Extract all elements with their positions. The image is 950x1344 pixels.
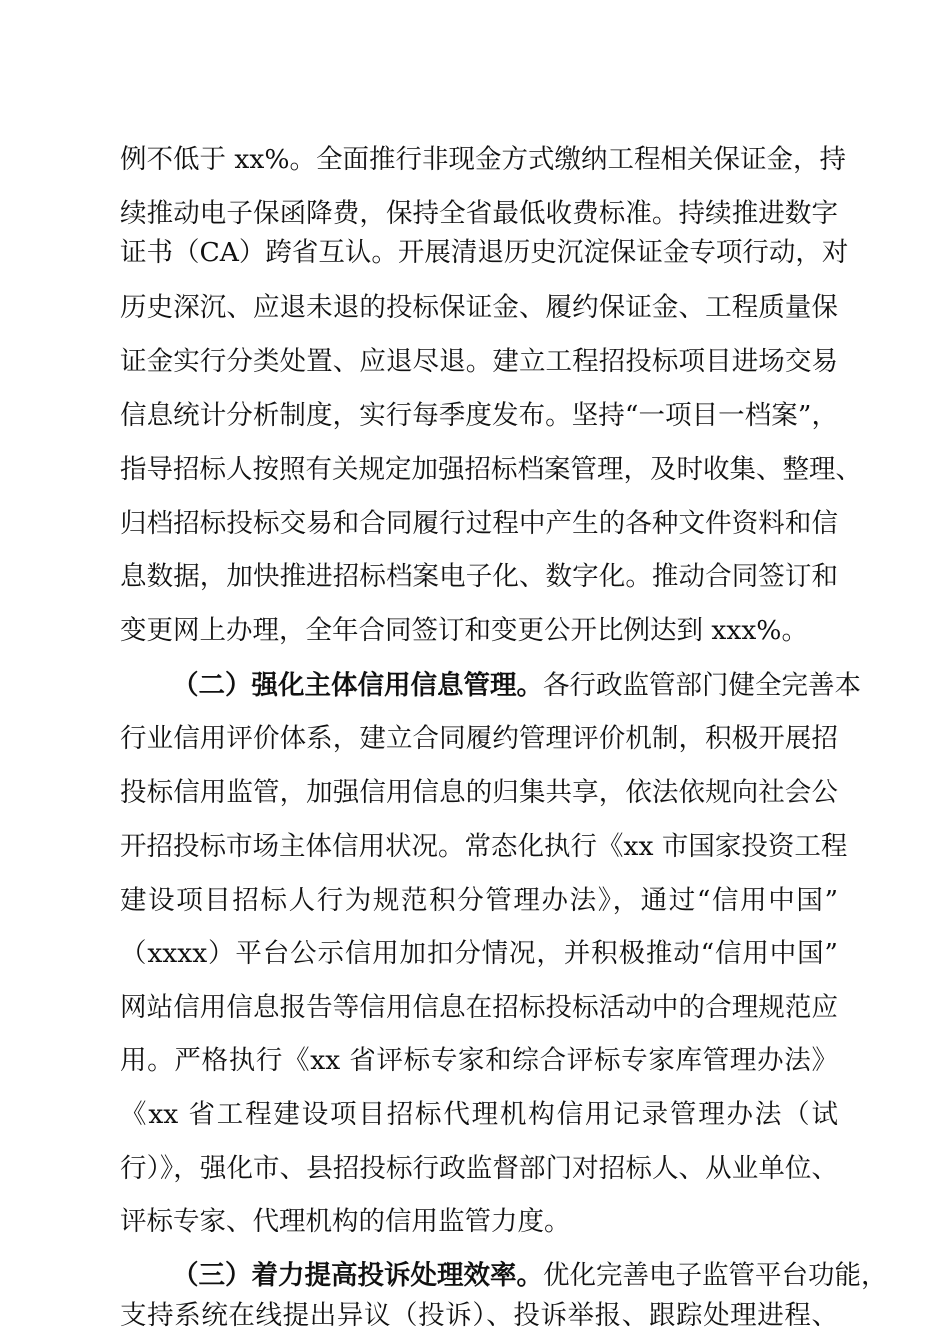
- paragraph-2-line-2: 行业信用评价体系，建立合同履约管理评价机制，积极开展招: [120, 723, 838, 754]
- paragraph-2-line-6: （xxxx）平台公示信用加扣分情况，并积极推动“信用中国”: [120, 938, 838, 969]
- paragraph-1-line-9: 息数据，加快推进招标档案电子化、数字化。推动合同签订和: [120, 561, 838, 592]
- paragraph-2-line-7: 网站信用信息报告等信用信息在招标投标活动中的合理规范应: [120, 992, 838, 1023]
- paragraph-1-line-2: 续推动电子保函降费，保持全省最低收费标准。持续推进数字: [120, 198, 838, 229]
- paragraph-1-line-7: 指导招标人按照有关规定加强招标档案管理，及时收集、整理、: [120, 454, 862, 485]
- paragraph-1-line-3: 证书（CA）跨省互认。开展清退历史沉淀保证金专项行动，对: [120, 237, 849, 268]
- paragraph-1-line-4: 历史深沉、应退未退的投标保证金、履约保证金、工程质量保: [120, 292, 838, 323]
- paragraph-2-first-line-text: 各行政监管部门健全完善本: [543, 670, 861, 701]
- paragraph-2-line-5: 建设项目招标人行为规范积分管理办法》，通过“信用中国”: [120, 885, 838, 916]
- paragraph-3-line-1: [172, 1256, 888, 1296]
- paragraph-2-line-4: 开招投标市场主体信用状况。常态化执行《xx 市国家投资工程: [120, 831, 848, 862]
- paragraph-2-line-9: 《xx 省工程建设项目招标代理机构信用记录管理办法（试: [120, 1099, 838, 1130]
- paragraph-2-heading: （二）强化主体信用信息管理。: [172, 670, 543, 701]
- paragraph-1-line-5: 证金实行分类处置、应退尽退。建立工程招投标项目进场交易: [120, 346, 838, 377]
- paragraph-3-heading: （三）着力提高投诉处理效率。: [172, 1260, 543, 1291]
- paragraph-2-line-10: 行）》，强化市、县招投标行政监督部门对招标人、从业单位、: [120, 1153, 838, 1184]
- paragraph-3-first-line-text: 优化完善电子监管平台功能，: [543, 1260, 888, 1291]
- paragraph-2-line-1: [172, 666, 861, 706]
- paragraph-3-line-2: 支持系统在线提出异议（投诉）、投诉举报、跟踪处理进程、: [120, 1300, 838, 1331]
- paragraph-1-line-10: 变更网上办理，全年合同签订和变更公开比例达到 xxx%。: [120, 615, 808, 646]
- paragraph-2-line-3: 投标信用监管，加强信用信息的归集共享，依法依规向社会公: [120, 777, 838, 808]
- paragraph-1-line-6: 信息统计分析制度，实行每季度发布。坚持“一项目一档案”，: [120, 400, 838, 431]
- paragraph-1-line-8: 归档招标投标交易和合同履行过程中产生的各种文件资料和信: [120, 508, 838, 539]
- paragraph-1-line-1: 例不低于 xx%。全面推行非现金方式缴纳工程相关保证金，持: [120, 144, 846, 175]
- paragraph-2-line-8: 用。严格执行《xx 省评标专家和综合评标专家库管理办法》: [120, 1045, 838, 1076]
- paragraph-2-line-11: 评标专家、代理机构的信用监管力度。: [120, 1206, 571, 1237]
